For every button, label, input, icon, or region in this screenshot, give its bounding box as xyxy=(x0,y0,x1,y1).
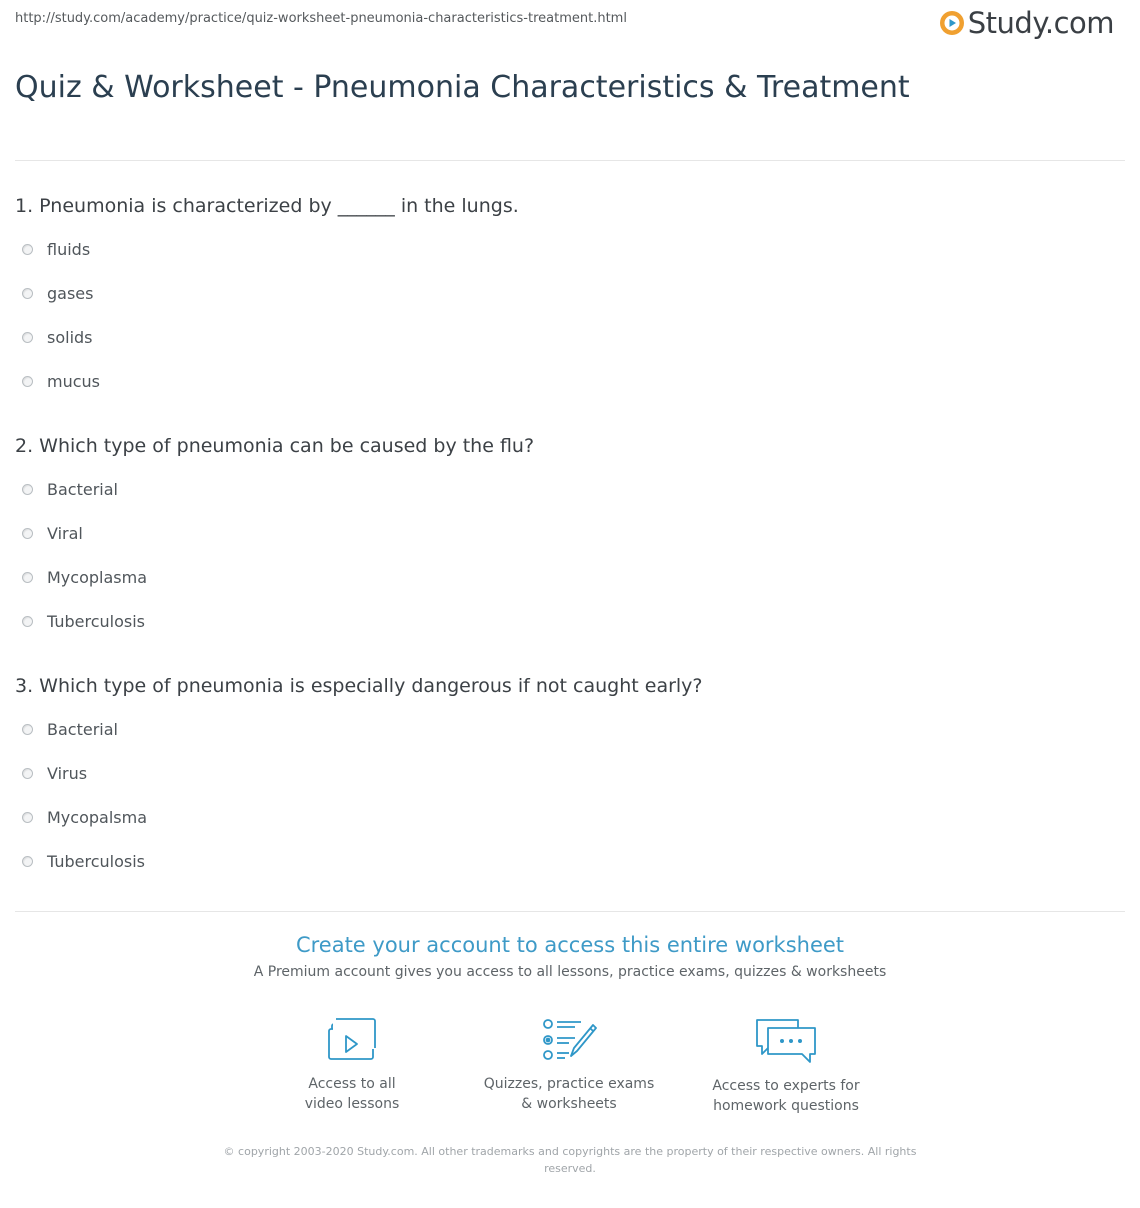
answer-label: Bacterial xyxy=(47,479,118,499)
radio-button[interactable] xyxy=(22,484,33,495)
radio-button[interactable] xyxy=(22,376,33,387)
study-logo[interactable] xyxy=(939,6,1114,40)
answer-option[interactable] xyxy=(22,523,83,543)
answer-label: mucus xyxy=(47,371,100,391)
answer-option[interactable] xyxy=(22,567,147,587)
answer-label: Tuberculosis xyxy=(47,611,145,631)
answer-option[interactable] xyxy=(22,763,87,783)
premium-description: A Premium account gives you access to all lessons, practice exams, quizzes & worksheets xyxy=(253,964,887,980)
page-title: Quiz & Worksheet - Pneumonia Characteristics & Treatment xyxy=(15,70,910,105)
answer-label: Virus xyxy=(47,763,88,783)
answer-option[interactable] xyxy=(22,283,93,303)
answer-label: solids xyxy=(47,327,93,347)
question-3: 3. Which type of pneumonia is especially dangerous if not caught early? xyxy=(15,675,703,697)
feature-quizzes xyxy=(469,1016,669,1114)
answer-label: fluids xyxy=(47,239,91,259)
radio-button[interactable] xyxy=(22,288,33,299)
answer-option[interactable] xyxy=(22,371,100,391)
feature-video-lessons xyxy=(252,1016,452,1114)
quiz-checklist-icon xyxy=(541,1016,597,1062)
question-2: 2. Which type of pneumonia can be caused by the flu? xyxy=(15,435,535,457)
answer-label: Tuberculosis xyxy=(47,851,145,871)
radio-button[interactable] xyxy=(22,572,33,583)
study-logo-text: Study.com xyxy=(967,6,1114,40)
page-url: http://study.com/academy/practice/quiz-worksheet-pneumonia-characteristics-treatment.html xyxy=(15,11,627,26)
radio-button[interactable] xyxy=(22,528,33,539)
radio-button[interactable] xyxy=(22,856,33,867)
answer-option[interactable] xyxy=(22,239,90,259)
radio-button[interactable] xyxy=(22,616,33,627)
video-lessons-icon xyxy=(326,1016,378,1062)
answer-option[interactable] xyxy=(22,611,145,631)
divider xyxy=(15,160,1125,161)
chat-bubbles-icon xyxy=(754,1016,818,1064)
create-account-link[interactable]: Create your account to access this entire worksheet xyxy=(295,933,845,957)
answer-option[interactable] xyxy=(22,719,118,739)
radio-button[interactable] xyxy=(22,768,33,779)
copyright-footer: © copyright 2003-2020 Study.com. All other trademarks and copyrights are the property of their respective owners. All rights reserved. xyxy=(223,1145,917,1175)
radio-button[interactable] xyxy=(22,812,33,823)
answer-option[interactable] xyxy=(22,479,118,499)
answer-label: Mycopalsma xyxy=(47,807,147,827)
answer-option[interactable] xyxy=(22,851,145,871)
question-1: 1. Pneumonia is characterized by ______ in the lungs. xyxy=(15,195,519,217)
answer-label: Viral xyxy=(47,523,83,543)
feature-label: Access to all video lessons xyxy=(304,1076,400,1112)
answer-option[interactable] xyxy=(22,327,93,347)
answer-option[interactable] xyxy=(22,807,147,827)
answer-label: Mycoplasma xyxy=(47,567,147,587)
radio-button[interactable] xyxy=(22,244,33,255)
study-logo-icon xyxy=(939,10,965,36)
radio-button[interactable] xyxy=(22,724,33,735)
answer-label: gases xyxy=(47,283,94,303)
feature-experts xyxy=(686,1016,886,1116)
feature-label: Quizzes, practice exams & worksheets xyxy=(483,1076,655,1112)
feature-label: Access to experts for homework questions xyxy=(712,1078,860,1114)
radio-button[interactable] xyxy=(22,332,33,343)
answer-label: Bacterial xyxy=(47,719,118,739)
divider xyxy=(15,911,1125,912)
